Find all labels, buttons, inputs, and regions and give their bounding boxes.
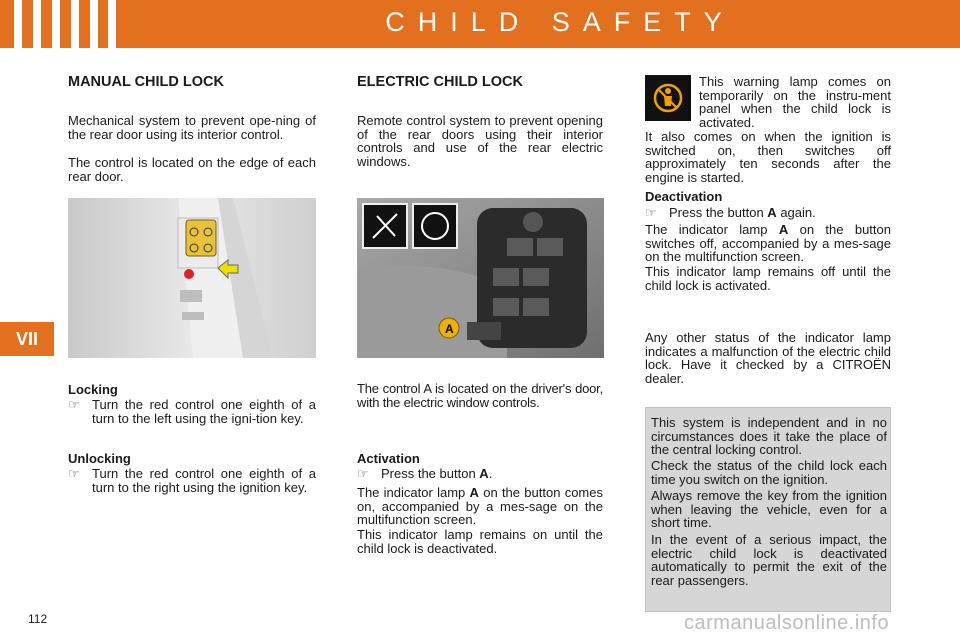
ignition-text: It also comes on when the ignition is switched on, then switches off approximately ten seconds after the engine is started. (645, 129, 891, 185)
locking-text: Turn the red control one eighth of a turn to the left using the igni-tion key. (92, 397, 316, 426)
child-lock-icon (645, 75, 691, 121)
activation-title: Activation (357, 451, 420, 466)
door-edge-photo (68, 198, 316, 358)
page-number: 112 (28, 612, 48, 626)
activation-step (357, 467, 603, 481)
deactivation-title: Deactivation (645, 189, 723, 204)
deactivation-lamp (645, 223, 891, 264)
locking-title: Locking (68, 382, 118, 397)
pointing-hand-icon: ☞ (645, 205, 657, 220)
activation-text: Press the button (381, 466, 476, 481)
pointing-hand-icon: ☞ (68, 397, 80, 412)
child-lock-warning-lamp (645, 75, 691, 121)
electric-intro: Remote control system to prevent opening of the rear doors using their interior controls and use of the rear electric windows. (357, 113, 603, 169)
deactivation-remains: This indicator lamp remains off until the child lock is activated. (645, 264, 891, 293)
watermark: carmanualsonline.info (684, 612, 890, 634)
malfunction-text: Any other status of the indicator lamp indicates a malfunction of the electric child lock. Have it checked by a CITROËN dealer. (645, 330, 891, 386)
lamp-a-ref: A (778, 222, 789, 237)
note-independent: This system is independent and in no circumstances does it take the place of the central locking control. (651, 415, 887, 457)
activation-period: . (488, 466, 493, 481)
photo-label-a: A (445, 322, 454, 336)
manual-location: The control is located on the edge of each rear door. (68, 155, 316, 184)
page-title: CHILD SAFETY (385, 7, 735, 37)
pointing-hand-icon: ☞ (357, 466, 369, 481)
act-lamp-post: on the button comes on, accompanied by a mes-sage on the multifunction screen. (357, 485, 603, 527)
note-remove-key: Always remove the key from the ignition when leaving the vehicle, even for a short time. (651, 488, 887, 530)
chapter-tab: VII (0, 322, 54, 356)
pointing-hand-icon: ☞ (68, 466, 80, 481)
unlocking-text: Turn the red control one eighth of a turn to the right using the ignition key. (92, 466, 316, 495)
activation-remains: This indicator lamp remains on until the child lock is deactivated. (357, 527, 603, 556)
manual-intro: Mechanical system to prevent ope-ning of the rear door using its interior control. (68, 113, 316, 142)
button-a-ref: A (479, 466, 489, 481)
unlocking-step (68, 467, 316, 509)
deact-post: again. (780, 205, 816, 220)
locking-step (68, 398, 316, 440)
important-note-box (645, 407, 891, 612)
deact-lamp-post: on the button switches off, accompanied by a mes-sage on the multifunction screen. (645, 222, 891, 264)
activation-lamp (357, 486, 603, 527)
page-header (0, 0, 960, 48)
deact-lamp-pre: The indicator lamp (645, 222, 768, 237)
door-controls-photo (357, 198, 604, 358)
electric-caption: The control A is located on the driver's door, with the electric window controls. (357, 381, 603, 410)
unlocking-title: Unlocking (68, 451, 131, 466)
warning-lamp-text: This warning lamp comes on temporarily on the instru-ment panel when the child lock is activated. (699, 74, 891, 130)
button-a-ref: A (767, 205, 777, 220)
lamp-a-ref: A (469, 485, 479, 500)
note-check-status: Check the status of the child lock each time you switch on the ignition. (651, 458, 887, 487)
note-impact: In the event of a serious impact, the electric child lock is deactivated automatically to permit the exit of the rear passengers. (651, 532, 887, 588)
act-lamp-pre: The indicator lamp (357, 485, 466, 500)
deact-text: Press the button (669, 205, 764, 220)
electric-heading: ELECTRIC CHILD LOCK (357, 74, 523, 90)
manual-heading: MANUAL CHILD LOCK (68, 74, 224, 90)
deactivation-step (645, 206, 891, 220)
